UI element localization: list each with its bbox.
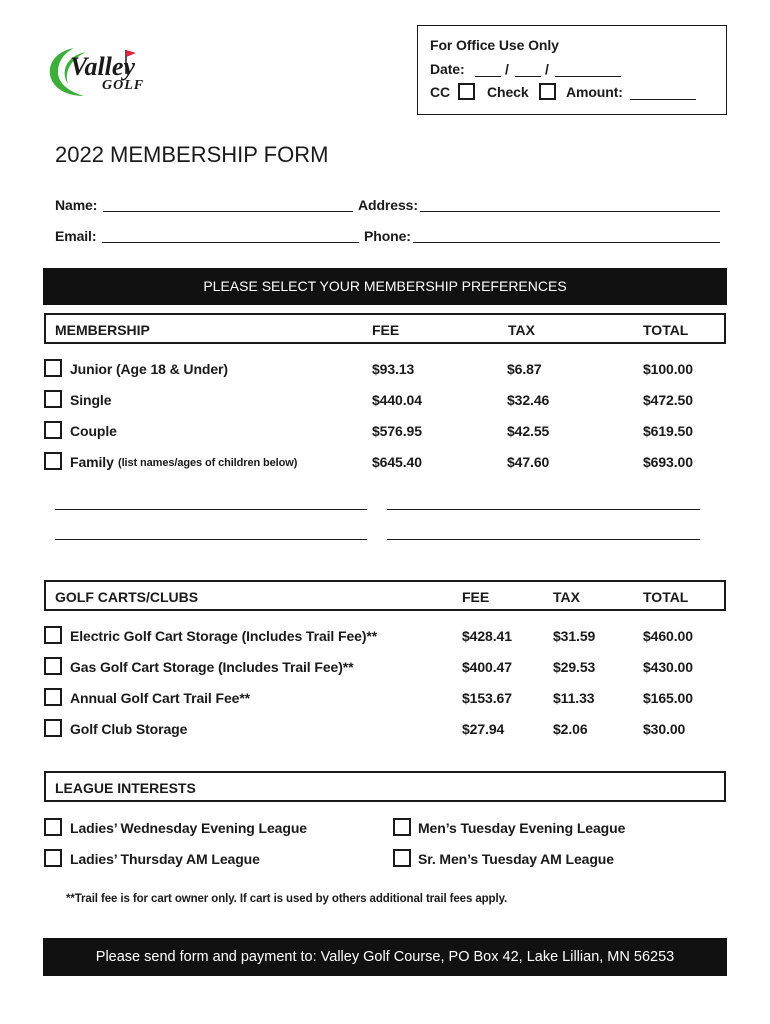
logo-brand-text: Valley xyxy=(70,52,135,81)
carts-row-tax: $2.06 xyxy=(553,721,588,737)
league-header xyxy=(44,771,726,802)
membership-row-label: Couple xyxy=(70,423,117,439)
office-date-month-line[interactable] xyxy=(475,76,501,77)
office-date-year-line[interactable] xyxy=(555,76,621,77)
logo-sub-text: GOLF xyxy=(102,78,145,93)
membership-row-total: $100.00 xyxy=(643,361,693,377)
address-field[interactable] xyxy=(420,211,720,212)
office-use-box xyxy=(417,25,727,115)
carts-col-total: TOTAL xyxy=(643,589,689,605)
ladies-wednesday-checkbox[interactable] xyxy=(44,818,62,836)
carts-row-label: Gas Golf Cart Storage (Includes Trail Fee)** xyxy=(70,659,354,675)
name-field[interactable] xyxy=(103,211,353,212)
membership-row-total: $693.00 xyxy=(643,454,693,470)
single-checkbox[interactable] xyxy=(44,390,62,408)
carts-row-label: Golf Club Storage xyxy=(70,721,188,737)
child-entry-line-4[interactable] xyxy=(387,539,700,540)
membership-row-fee: $93.13 xyxy=(372,361,415,377)
sr-mens-tuesday-checkbox[interactable] xyxy=(393,849,411,867)
preferences-banner xyxy=(43,268,727,305)
carts-col-tax: TAX xyxy=(553,589,580,605)
office-date-label: Date: xyxy=(430,61,465,77)
membership-row-fee: $440.04 xyxy=(372,392,422,408)
trail-fee-checkbox[interactable] xyxy=(44,688,62,706)
membership-row-label: Family xyxy=(70,454,114,470)
office-cc-label: CC xyxy=(430,84,451,100)
carts-row-total: $165.00 xyxy=(643,690,693,706)
office-check-label: Check xyxy=(487,84,529,100)
carts-row-fee: $153.67 xyxy=(462,690,512,706)
membership-header xyxy=(44,313,726,344)
phone-label: Phone: xyxy=(364,228,411,244)
carts-row-total: $460.00 xyxy=(643,628,693,644)
family-checkbox[interactable] xyxy=(44,452,62,470)
office-amount-line[interactable] xyxy=(630,99,696,100)
office-check-checkbox[interactable] xyxy=(539,83,556,100)
trail-fee-footnote: **Trail fee is for cart owner only. If cart is used by others additional trail fees apply. xyxy=(66,893,508,905)
membership-row-total: $472.50 xyxy=(643,392,693,408)
junior-checkbox[interactable] xyxy=(44,359,62,377)
name-label: Name: xyxy=(55,197,98,213)
office-amount-label: Amount: xyxy=(566,84,623,100)
child-entry-line-3[interactable] xyxy=(55,539,367,540)
footer-banner xyxy=(43,938,727,976)
office-use-title: For Office Use Only xyxy=(430,37,559,53)
membership-row-tax: $6.87 xyxy=(507,361,542,377)
carts-row-label: Annual Golf Cart Trail Fee** xyxy=(70,690,251,706)
membership-col-tax: TAX xyxy=(508,322,535,338)
membership-row-fee: $576.95 xyxy=(372,423,422,439)
league-item-label: Ladies’ Thursday AM League xyxy=(70,851,260,867)
carts-row-fee: $27.94 xyxy=(462,721,505,737)
league-item-label: Ladies’ Wednesday Evening League xyxy=(70,820,307,836)
office-date-sep-1: / xyxy=(505,61,509,77)
league-item-label: Men’s Tuesday Evening League xyxy=(418,820,626,836)
electric-cart-checkbox[interactable] xyxy=(44,626,62,644)
mens-tuesday-evening-checkbox[interactable] xyxy=(393,818,411,836)
child-entry-line-1[interactable] xyxy=(55,509,367,510)
child-entry-line-2[interactable] xyxy=(387,509,700,510)
club-storage-checkbox[interactable] xyxy=(44,719,62,737)
email-label: Email: xyxy=(55,228,97,244)
carts-row-tax: $31.59 xyxy=(553,628,596,644)
office-date-day-line[interactable] xyxy=(515,76,541,77)
membership-row-tax: $32.46 xyxy=(507,392,550,408)
footer-banner-text: Please send form and payment to: Valley Golf Course, PO Box 42, Lake Lillian, MN 56253 xyxy=(95,949,675,965)
valley-golf-logo xyxy=(44,44,154,100)
page-title: 2022 MEMBERSHIP FORM xyxy=(55,142,329,167)
carts-row-fee: $400.47 xyxy=(462,659,512,675)
membership-row-total: $619.50 xyxy=(643,423,693,439)
league-header-label: LEAGUE INTERESTS xyxy=(55,780,196,796)
carts-col-fee: FEE xyxy=(462,589,490,605)
membership-row-label: Single xyxy=(70,392,112,408)
membership-row-label: Junior (Age 18 & Under) xyxy=(70,361,228,377)
carts-row-label: Electric Golf Cart Storage (Includes Trail Fee)** xyxy=(70,628,378,644)
membership-row-fee: $645.40 xyxy=(372,454,422,470)
membership-row-tax: $47.60 xyxy=(507,454,550,470)
carts-header xyxy=(44,580,726,611)
carts-row-total: $30.00 xyxy=(643,721,686,737)
phone-field[interactable] xyxy=(413,242,720,243)
league-item-label: Sr. Men’s Tuesday AM League xyxy=(418,851,614,867)
ladies-thursday-checkbox[interactable] xyxy=(44,849,62,867)
membership-col-fee: FEE xyxy=(372,322,400,338)
family-note: (list names/ages of children below) xyxy=(118,457,298,469)
carts-col-label: GOLF CARTS/CLUBS xyxy=(55,589,199,605)
preferences-banner-text: PLEASE SELECT YOUR MEMBERSHIP PREFERENCES xyxy=(203,278,567,294)
office-date-sep-2: / xyxy=(545,61,549,77)
membership-col-total: TOTAL xyxy=(643,322,689,338)
couple-checkbox[interactable] xyxy=(44,421,62,439)
carts-row-tax: $29.53 xyxy=(553,659,596,675)
membership-row-tax: $42.55 xyxy=(507,423,550,439)
email-field[interactable] xyxy=(102,242,359,243)
carts-row-fee: $428.41 xyxy=(462,628,512,644)
gas-cart-checkbox[interactable] xyxy=(44,657,62,675)
carts-row-total: $430.00 xyxy=(643,659,693,675)
address-label: Address: xyxy=(358,197,418,213)
membership-col-label: MEMBERSHIP xyxy=(55,322,150,338)
office-cc-checkbox[interactable] xyxy=(458,83,475,100)
carts-row-tax: $11.33 xyxy=(553,690,595,706)
